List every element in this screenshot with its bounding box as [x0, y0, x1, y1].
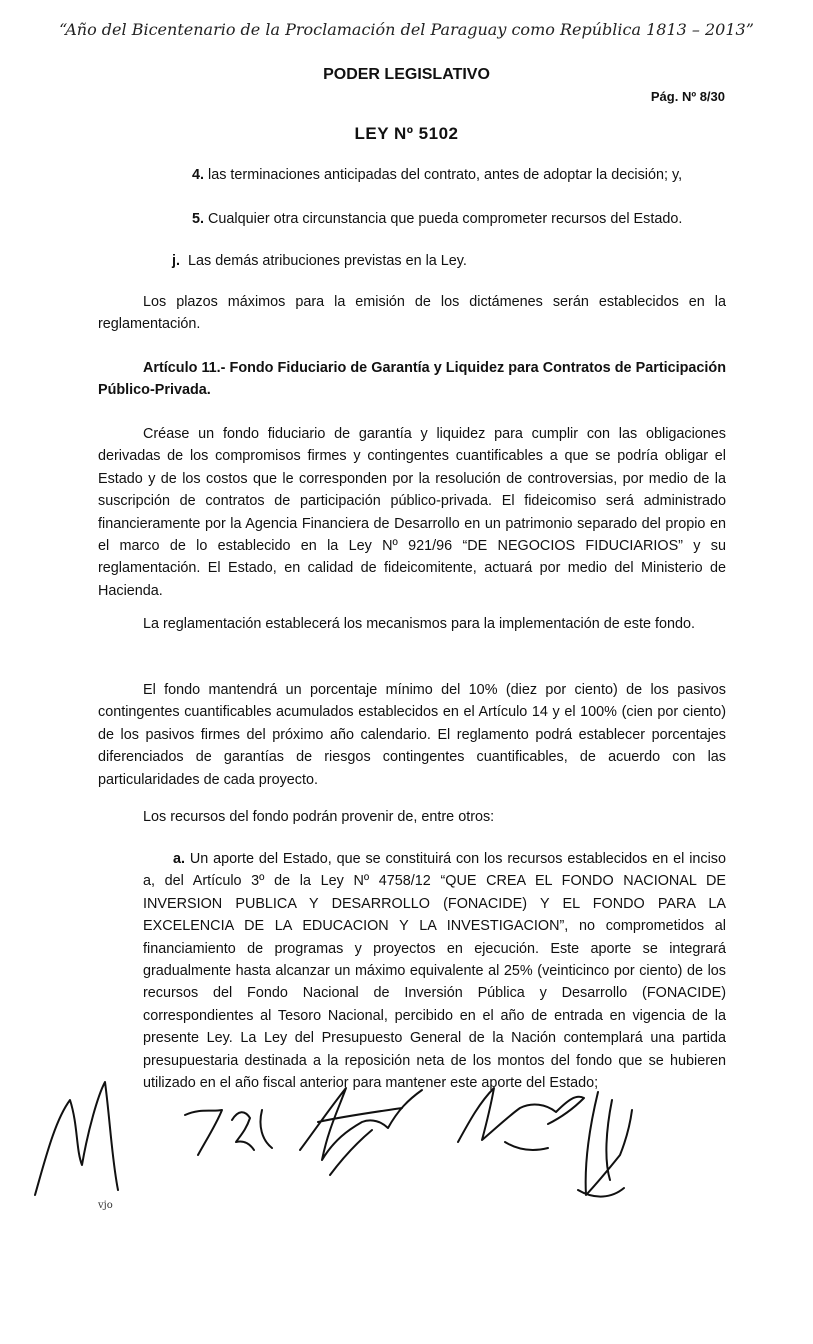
list-text: las terminaciones anticipadas del contrato, antes de adoptar la decisión; y, [204, 167, 683, 183]
signature-3 [300, 1088, 422, 1175]
list-number: a. [173, 851, 186, 867]
list-item-j [172, 250, 732, 272]
typist-initials: vjo [98, 1200, 113, 1211]
paragraph-fund-resources: Los recursos del fondo podrán provenir de, entre otros: [143, 809, 495, 825]
signature-4 [458, 1088, 584, 1150]
signatures [0, 1070, 813, 1220]
list-number: j. [172, 253, 180, 269]
list-text: Cualquier otra circunstancia que pueda comprometer recursos del Estado. [204, 211, 683, 227]
law-title: LEY Nº 5102 [354, 124, 459, 143]
list-number: 5. [192, 211, 205, 227]
list-text: Las demás atribuciones previstas en la Ley. [180, 253, 467, 269]
list-item-4 [192, 164, 752, 186]
bicentennial-motto: “Año del Bicentenario de la Proclamación del Paraguay como República 1813 – 2013” [59, 20, 754, 39]
institution-heading: PODER LEGISLATIVO [323, 66, 490, 83]
signature-1 [35, 1082, 118, 1195]
paragraph-regulation: La reglamentación establecerá los mecanismos para la implementación de este fondo. [143, 616, 695, 632]
list-number: 4. [192, 167, 205, 183]
signature-2 [185, 1110, 272, 1155]
list-item-a [143, 848, 726, 1094]
paragraph-plazos: Los plazos máximos para la emisión de los dictámenes serán establecidos en la reglamentación. [98, 294, 726, 333]
signature-5 [578, 1092, 632, 1197]
page-number: Pág. Nº 8/30 [650, 89, 725, 104]
paragraph-fund-creation: Créase un fondo fiduciario de garantía y liquidez para cumplir con las obligaciones derivadas de los compromisos firmes y contingentes cuantificables a que se podría obligar el Estado y de los costos que le corresponden por la resolución de controversias, por medio de la suscripción de contratos de participación público-privada. El fideicomiso será administrado financieramente por la Agencia Financiera de Desarrollo en un patrimonio separado del propio en el marco de lo establecido en la Ley Nº 921/96 “DE NEGOCIOS FIDUCIARIOS” y su reglamentación. El Estado, en calidad de fideicomitente, actuará por medio del Ministerio de Hacienda. [98, 426, 726, 599]
article-11-heading: Artículo 11.- Fondo Fiduciario de Garantía y Liquidez para Contratos de Participación Público-Privada. [98, 360, 726, 399]
paragraph-minimum-percentage: El fondo mantendrá un porcentaje mínimo del 10% (diez por ciento) de los pasivos contingentes cuantificables acumulados establecidos en el Artículo 14 y el 100% (cien por ciento) de los pasivos firmes del próximo año calendario. El reglamento podrá establecer porcentajes diferenciados de garantías de riesgos contingentes cuantificables, de acuerdo con las particularidades de cada proyecto. [98, 682, 726, 788]
list-item-5 [192, 208, 752, 230]
list-text: Un aporte del Estado, que se constituirá con los recursos establecidos en el inciso a, del Artículo 3º de la Ley Nº 4758/12 “QUE CREA EL FONDO NACIONAL DE INVERSION PUBLICA Y DESARROLLO (FONACIDE) Y EL FONDO PARA LA EXCELENCIA DE LA EDUCACION Y LA INVESTIGACION”, no comprometidos al financiamiento de programas y proyectos en ejecución. Este aporte se integrará gradualmente hasta alcanzar un máximo equivalente al 25% (veinticinco por ciento) de los recursos del Fondo Nacional de Inversión Pública y Desarrollo (FONACIDE) correspondientes al Tesoro Nacional, percibido en el año de entrada en vigencia de la presente Ley. La Ley del Presupuesto General de la Nación contemplará una partida presupuestaria destinada a la reposición neta de los montos del fondo que se hubieren utilizado en el año fiscal anterior para mantener este aporte del Estado; [143, 851, 726, 1092]
